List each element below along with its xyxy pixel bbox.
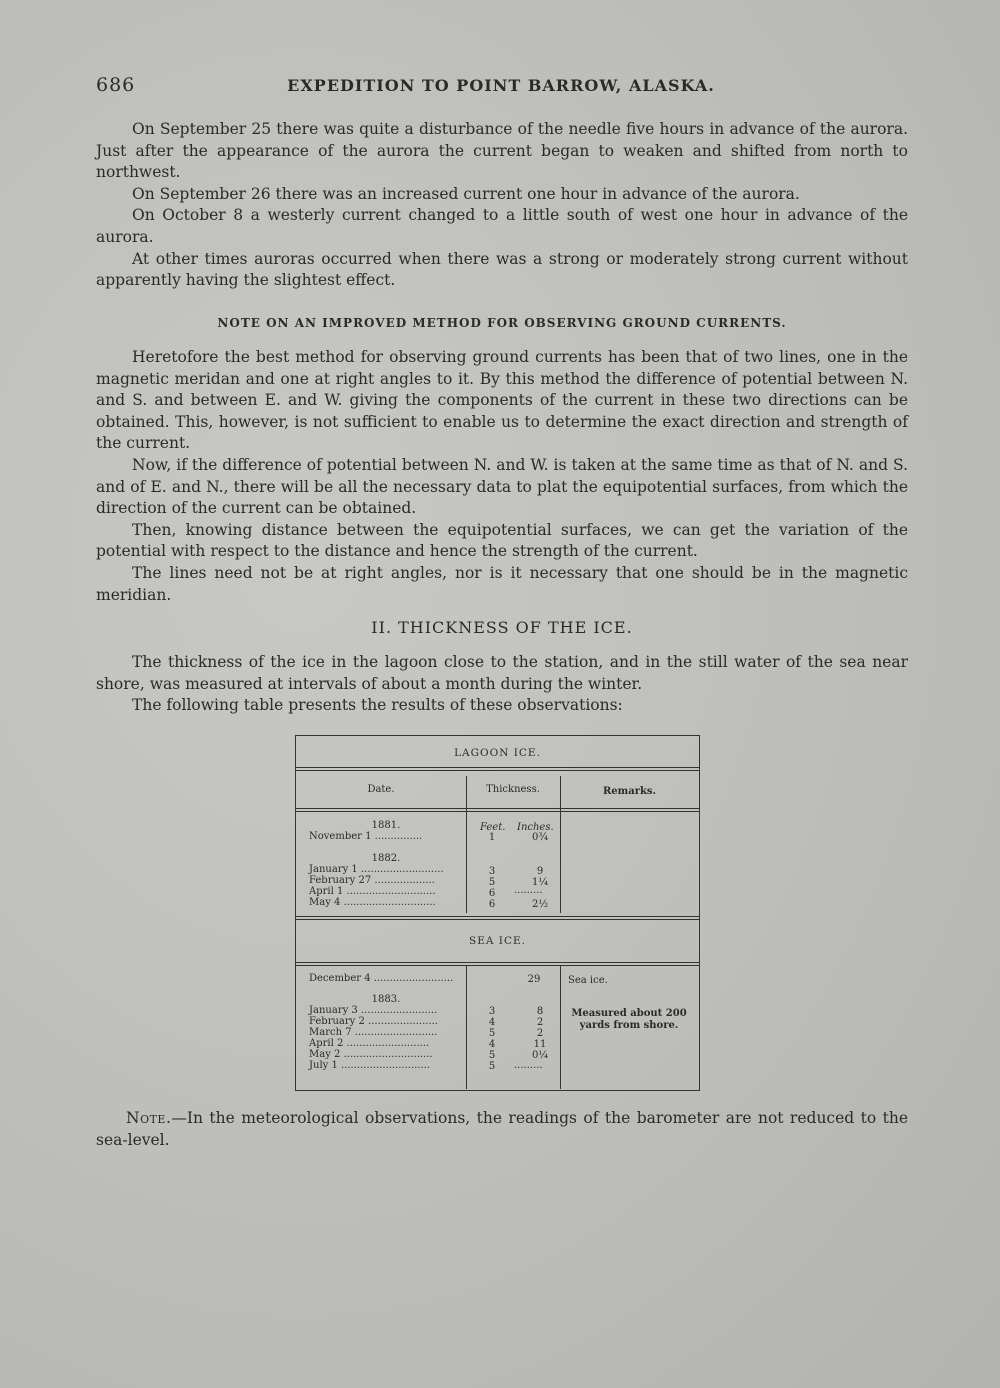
column-divider [560,965,561,1089]
feet-cell: 1 [488,832,496,843]
method-text [96,347,908,606]
page-header [96,74,906,100]
year-label: 1883. [371,994,401,1005]
date-text: May 2 [309,1049,341,1060]
rule [296,965,699,966]
column-divider [466,776,467,913]
inches-cell: 0¼ [531,1050,549,1061]
rule [296,767,699,768]
paragraph: Now, if the difference of potential between N. and W. is taken at the same time as that of N. and S. and of E. and N., there will be all the necessary data to plat the equipotential surfaces, from which the direction of the current can be obtained. [96,455,908,518]
paragraph: On September 25 there was quite a disturbance of the needle five hours in advance of the aurora. Just after the appearance of the aurora the current began to weaken and shifted from north to northwest. [96,120,908,182]
date-text: February 2 [309,1016,365,1027]
inches-cell: 2 [536,1017,544,1028]
date-text: January 3 [309,1005,358,1016]
date-cell: February 2 ...................... [309,1016,438,1027]
inches-cell: 29 [527,974,541,985]
date-text: February 27 [309,875,372,886]
footnote [96,1108,908,1151]
date-cell: November 1 ............... [309,831,423,842]
feet-cell: 3 [488,866,496,877]
footnote-label: Note. [126,1109,172,1127]
paragraph: At other times auroras occurred when there was a strong or moderately strong current without apparently having the slightest effect. [96,249,908,290]
date-text: December 4 [309,973,371,984]
paragraph: The following table presents the results of these observations: [132,696,623,715]
remarks-column-header: Remarks. [602,786,657,797]
column-divider [560,776,561,913]
date-column-header: Date. [367,784,395,795]
date-text: April 2 [309,1038,344,1049]
remark-sea-ice: Sea ice. [568,975,608,986]
year-label: 1882. [371,853,401,864]
inches-unit-label: Inches. [517,822,554,833]
inches-cell: 9 [536,866,544,877]
date-cell: April 2 .......................... [309,1038,430,1049]
aurora-observations-text [96,119,908,292]
date-text: July 1 [309,1060,338,1071]
rule [296,919,699,920]
date-text: March 7 [309,1027,352,1038]
feet-cell: 5 [488,1050,496,1061]
footnote-text: —In the meteorological observations, the readings of the barometer are not reduced to the sea-level. [96,1109,908,1149]
empty-inches-leader: ......... [514,1060,543,1071]
date-cell: July 1 ............................ [309,1060,431,1071]
feet-cell: 5 [488,1061,496,1072]
thickness-column-header: Thickness. [486,784,540,795]
paragraph: On October 8 a westerly current changed to a little south of west one hour in advance of the aurora. [96,206,908,246]
date-cell: February 27 ................... [309,875,435,886]
column-divider [466,965,467,1089]
paragraph: Heretofore the best method for observing ground currents has been that of two lines, one in the magnetic meridan and one at right angles to it. By this method the difference of potential between N. and S. and between E. and W. giving the components of the current in these two directions can be obtained. This, however, is not sufficient to enable us to determine the exact direction and strength of the current. [96,348,908,453]
rule [296,811,699,812]
ice-thickness-table [295,735,700,1091]
feet-cell: 4 [488,1039,496,1050]
empty-inches-leader: ......... [514,885,543,896]
date-cell: March 7 .......................... [309,1027,438,1038]
feet-unit-label: Feet. [480,822,506,833]
page-number: 686 [96,74,136,96]
date-cell: April 1 ............................ [309,886,436,897]
date-text: November 1 [309,831,372,842]
remark-measured-location: Measured about 200 yards from shore. [571,1008,687,1031]
feet-cell: 6 [488,888,496,899]
sea-ice-title: SEA ICE. [469,935,526,947]
date-text: April 1 [309,886,344,897]
inches-cell: 8 [536,1006,544,1017]
date-cell: January 1 .......................... [309,864,444,875]
inches-cell: 2 [536,1028,544,1039]
lagoon-ice-title: LAGOON ICE. [454,747,541,759]
feet-cell: 6 [488,899,496,910]
date-cell: May 2 ............................ [309,1049,433,1060]
feet-cell: 5 [488,1028,496,1039]
paragraph: Then, knowing distance between the equipotential surfaces, we can get the variation of the potential with respect to the distance and hence the strength of the current. [96,520,908,561]
feet-cell: 5 [488,877,496,888]
rule [296,916,699,917]
paragraph: The thickness of the ice in the lagoon close to the station, and in the still water of the sea near shore, was measured at intervals of about a month during the winter. [96,653,908,693]
section-heading: II. THICKNESS OF THE ICE. [371,618,633,637]
date-cell: December 4 ......................... [309,973,454,984]
year-label: 1881. [371,820,401,831]
running-title: EXPEDITION TO POINT BARROW, ALASKA. [287,76,715,95]
paragraph: The lines need not be at right angles, nor is it necessary that one should be in the magnetic meridian. [96,563,908,604]
date-cell: January 3 ........................ [309,1005,438,1016]
date-cell: May 4 ............................. [309,897,436,908]
inches-cell: 1¼ [531,877,549,888]
inches-cell: 2½ [531,899,549,910]
footnote-paragraph [96,1108,908,1151]
inches-cell: 0¾ [531,832,549,843]
paragraph: On September 26 there was an increased current one hour in advance of the aurora. [132,184,800,203]
date-text: January 1 [309,864,358,875]
date-text: May 4 [309,897,341,908]
rule [296,962,699,963]
rule [296,770,699,771]
ice-intro-text [96,652,908,717]
feet-cell: 4 [488,1017,496,1028]
inches-cell: 11 [533,1039,547,1050]
rule [296,808,699,809]
note-heading: NOTE ON AN IMPROVED METHOD FOR OBSERVING GROUND CURRENTS. [217,316,787,330]
feet-cell: 3 [488,1006,496,1017]
